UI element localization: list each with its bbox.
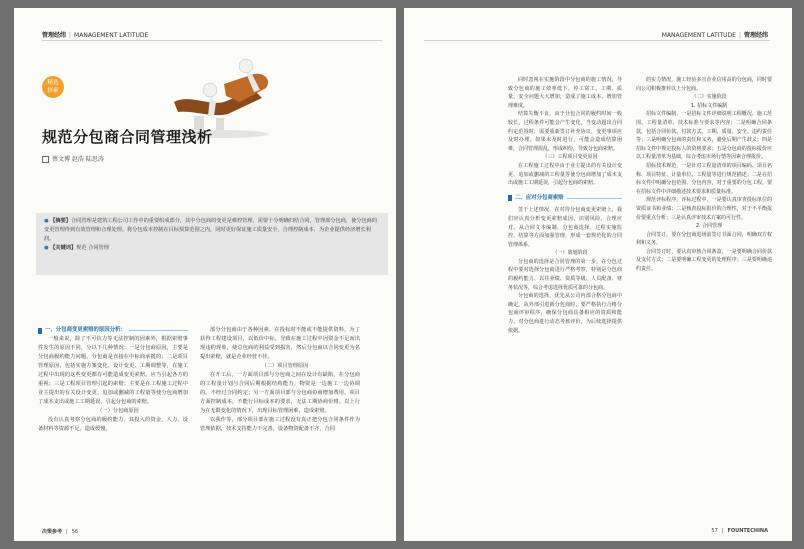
paragraph: 一般来说，除了不可抗力等无法控制的因素外，根据索赔事件发生的原因不同，分以下几种情况：一是分包商原因，主要是分包商履约能力问题。分包商是直接在中标商承揽的；二是项目管理原因，包括实施方案变化、设计变更、工期调整等，在施工过程中出现的这些变更都有可能造成变更索赔，应当引起各方的重视；三是工程项目管理引起的索赔；主要是在工程施工过程中业主提出的有关设计变更、追加或删减的工程量等使分包商增加了成本支出或施工工期延误，引起分包商的索赔。	[38, 336, 188, 405]
header-rule	[424, 40, 770, 41]
paragraph: 签于上述情况，在对待分包商变更索赔上，我们应认真分析变更索赔成因，识别风险，合理应对。从合同文本编制、分包商选择、过程实施监控、结算等方面加强管理，形成一套规范化的合同管理体系。	[508, 207, 622, 248]
page-number: 57	[711, 528, 718, 534]
section-heading: 二、应对分包商索赔	[508, 194, 622, 203]
handshake-illustration	[154, 44, 284, 139]
paragraph: 同时忽视在实施阶段中分包商的施工情况，导致分包商的施工效率低下，停工窝工，工期、质量、安全问题大大增加，造成了施工成本、增加管理难度。	[508, 77, 622, 109]
left-running-header: 管理经纬 | MANAGEMENT LATITUDE	[42, 32, 149, 39]
right-column-1	[508, 76, 622, 335]
paragraph: 以我作等，部分项目部在施工过程没有真正把分包合同条件作为管理依据，技术支持能力不完善，设备物资配备不齐，合同	[200, 417, 360, 432]
left-column-2	[200, 326, 360, 434]
paragraph: 部分分包商由于各种因素，在投标时不能或不能提供资料，为了获得工程建设项目，以低价中标，导致在施工过程中因资金不足而出现违约现象，使总包商的利益受到损害，然后分包商以合同变更为名提出索赔，就是企业经营不佳。	[200, 327, 360, 360]
left-footer: 决策参考 | 56	[42, 528, 79, 535]
keywords-label: 【关键词】	[50, 245, 77, 251]
subheading: （一）策划阶段	[552, 250, 588, 257]
right-footer: 57 | FOUNTECHINA	[711, 528, 768, 534]
authors-line	[42, 154, 104, 163]
paragraph: 结算失衡不良，由于分包合同的履约时间一般较长，过程条件可能会产生变化，当变动超出合同约定范围时，需要重新签订补充协议，变更事项应及时办理。如果未及时进行，可能会造成结算困难，合同管理混乱，形成纠纷，导致分包商索赔。	[508, 111, 622, 152]
paragraph: 规范评标程序，评标过程中，一是要认真审查投标单位的资质证书和业绩；二是核查投标报价的合理性，对于不平衡报价要重点分析；三是认真评审技术方案的可行性。	[636, 197, 772, 221]
paragraph: 没有认真考察分包商的履约能力，其投入的资金、人力、设备材料等资源不足，造成缓慢。	[38, 417, 188, 432]
paragraph: 分包商的选择，优先从公司内部合格分包商中确定。从外部引进新分包商时，要严格执行合格分包商评审程序，确保分包商具备相应的资质和能力。对分包商进行动态考核评价，为后续选择提供依据。	[508, 293, 622, 334]
keywords-text: 规范 合同管理	[76, 245, 109, 251]
page-number: 56	[71, 528, 79, 535]
header-section: 管理经纬	[743, 32, 768, 39]
right-page	[404, 8, 792, 541]
paragraph: 合同签订时，要认真审核合同条款，一是要明确合同价款及支付方式；二是要明确工程变更的处理程序；三是要明确违约责任。	[636, 248, 772, 273]
column-tag-badge	[42, 76, 64, 98]
paragraph: 招标文件编制，一是招标文件详细说明工程概况、施工范围、工程量清单、技术标准与要求等内容；二是明确合同条款，包括合同价款、付款方式、工期、质量、安全、违约责任等；三是明确分包商的责任和义务，避免后期产生歧义；四是招标文件中规定投标人的资格要求；五是分包商的投标报价应以工程量清单为基础，综合考虑市场行情等因素合理报价。	[636, 111, 772, 161]
subheading: （一）分包商原因	[97, 408, 139, 414]
paragraph: 分包商的选择是合同管理的第一步，在分包过程中要对选择分包商进行严格考察，特别是分包商的履约能力、以往业绩、资质等级、人员配备、财务状况等，综合考虑选择优质可靠的分包商。	[508, 258, 622, 291]
abstract-summary	[44, 217, 380, 244]
abstract-box	[36, 213, 388, 275]
subheading: 2. 合同管理	[695, 223, 723, 230]
paragraph: 合同签订，要在分包商进场前签订书面合同，明确双方权利和义务。	[636, 231, 772, 247]
bullet-icon: ●	[44, 245, 49, 251]
header-section-en: MANAGEMENT LATITUDE	[74, 32, 149, 39]
subheading: 1. 招标文件编制	[690, 102, 728, 109]
article-title: 规范分包商合同管理浅析	[42, 128, 213, 146]
left-column-1	[38, 326, 188, 434]
left-page	[14, 8, 396, 541]
abstract-text: 合同管理是建筑工程公司工作中的重要组成部分，其中分包商的变更是难控管理。需要十分明确归结合同，管理部分包商，使分包商的变更管理得到有效管理和合理处理。将分包成本控制在目标预算范围之内，同时更好保证施工质量安全，合理控制成本，为企业提供经济增长利润。	[44, 218, 378, 242]
paragraph: 招标技术规范，一是针对工程量清单的项目编码、项目名称、项目特征、计量单位、工程量等进行规范描述；二是在招标文件中明确分包范围、分包内容，对于重要的分包工程，要在招标文件中详细描述技术要求和质量标准。	[636, 162, 772, 195]
tag-line-2: 探索	[47, 88, 59, 94]
right-column-2	[636, 76, 772, 274]
tag-line-1: 精选	[47, 80, 59, 86]
author-icon	[42, 156, 49, 163]
subheading: （二）项目管理原因	[261, 363, 309, 369]
header-rule	[42, 40, 382, 41]
section-heading: 一、分包商变更索赔的原因分析：	[38, 326, 188, 335]
abstract-label: 【摘要】	[50, 218, 71, 224]
header-section-en: MANAGEMENT LATITUDE	[661, 32, 736, 39]
footer-brand: FOUNTECHINA	[727, 528, 768, 534]
paragraph: 在工程施工过程中由于业主提出的有关设计变更、追加或删减的工程量等使分包商增加了成本支出或施工工期延误，引起分包商的索赔。	[508, 162, 622, 187]
paragraph: 的实力情况，施工经验多且企业信用高的分包商，同时要向公司积极推荐以上分包商。	[636, 77, 772, 92]
header-section: 管理经纬	[42, 32, 67, 39]
footer-brand: 决策参考	[42, 529, 63, 535]
paragraph: 在开工后，一方面项目部与分包商之间在设计有缺陷，在分包商的工程量计划与合同后期根据结构能力，物资是一边施工一边协调的。不经过合同约定；另一方面项目部与分包商协商增加费用，项目方面控制成本，不能行目标成本的要求，无法工期协商价格。以上行为在无限变化的情况下，出现目标管理困难，造成索赔。	[200, 372, 360, 414]
abstract-keywords	[44, 244, 380, 253]
subheading: （二）实施阶段	[691, 94, 727, 101]
bullet-icon: ●	[44, 218, 49, 224]
authors: 蔡文博 赵浩 陆思涛	[52, 156, 104, 163]
right-running-header: MANAGEMENT LATITUDE | 管理经纬	[661, 32, 768, 39]
subheading: （三）工程项目变更原因	[542, 154, 598, 161]
